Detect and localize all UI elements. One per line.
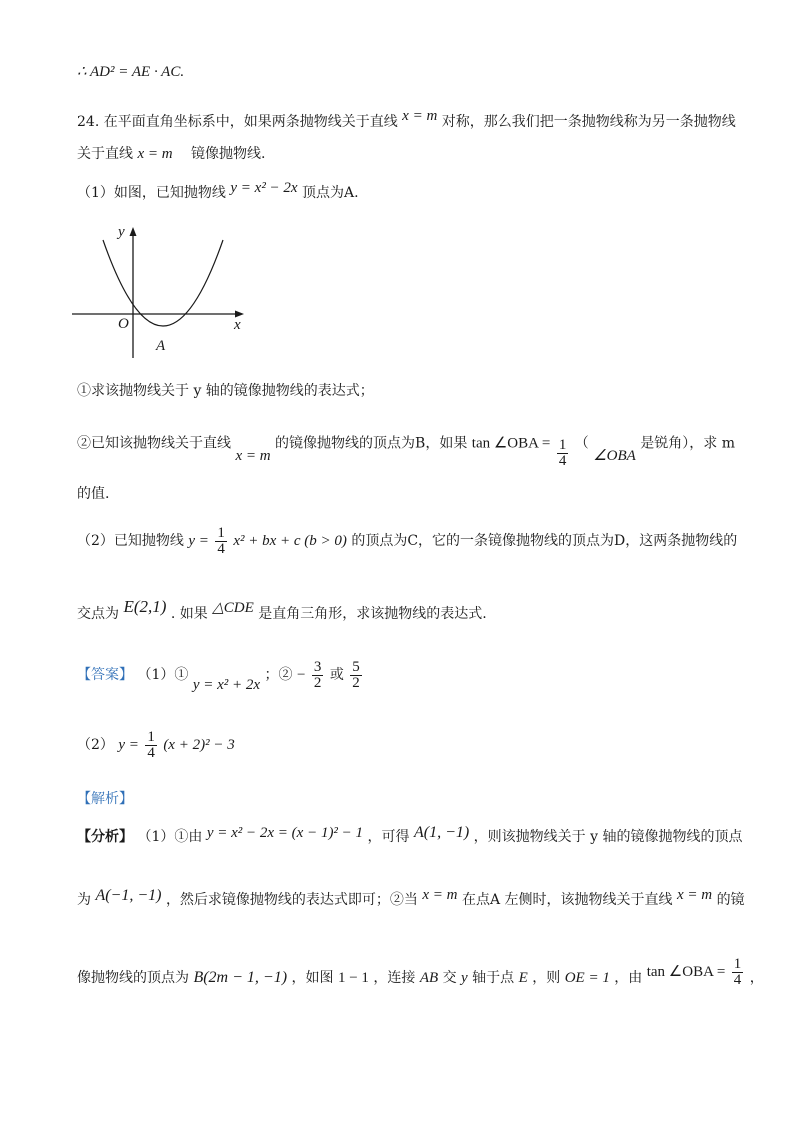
analysis-text: 在点A 左侧时，该抛物线关于直线 (461, 892, 673, 908)
origin-label: O (118, 316, 129, 332)
numerator: 5 (352, 658, 360, 675)
math-x-eq-m: x = m (137, 146, 173, 162)
math-x-eq-m: x = m (402, 108, 438, 124)
point-e: E(2,1) (123, 597, 167, 616)
analysis-text: 轴于点 (472, 970, 515, 986)
part2-text: 的顶点为C，它的一条镜像抛物线的顶点为D，这两条抛物线的 (351, 533, 738, 549)
answer-text: ；② (264, 667, 293, 683)
analysis-text: ，然后求镜像抛物线的表达式即可；②当 (165, 892, 418, 908)
part2-eq-lhs: y = (188, 533, 209, 549)
subq-2-text: ②已知该抛物线关于直线 (77, 435, 231, 452)
q24-text: 镜像抛物线. (191, 146, 266, 162)
conclusion-line (77, 62, 184, 82)
numerator: 3 (313, 658, 322, 675)
parabola-equation: y = x² − 2x (230, 180, 298, 196)
segment-ab: AB (419, 970, 439, 986)
answer-equation-2-rhs: (x + 2)² − 3 (163, 737, 235, 753)
fraction-five-halves (350, 660, 362, 691)
tan-expression: tan ∠OBA = (646, 964, 726, 980)
denominator: 4 (217, 540, 225, 557)
answer-label: 【答案】 (77, 667, 133, 683)
analysis-text: ，可得 (367, 829, 410, 845)
answer-line-1 (77, 657, 364, 693)
analysis-text: （1）①由 (137, 829, 203, 845)
tan-expression: tan ∠OBA = (471, 435, 551, 452)
numerator: 1 (733, 955, 742, 972)
minus-sign: − (296, 667, 306, 683)
denominator: 2 (313, 674, 322, 691)
analysis-line-2 (77, 887, 745, 910)
part1-text: 顶点为A. (302, 185, 359, 201)
q24-text: 关于直线 (77, 146, 133, 162)
analysis-text: ，则该抛物线关于 y 轴的镜像抛物线的顶点 (473, 829, 743, 845)
subq-2-text: 的镜像抛物线的顶点为B，如果 (275, 435, 468, 452)
part2-text: （2）已知抛物线 (77, 533, 184, 549)
q24-text: 24. 在平面直角坐标系中，如果两条抛物线关于直线 (77, 114, 398, 130)
y-axis-label: y (118, 224, 125, 240)
fraction-one-quarter (215, 526, 227, 557)
point-a: A(1, −1) (413, 824, 470, 841)
angle-oba: ∠OBA (593, 447, 636, 464)
denominator: 2 (352, 674, 360, 691)
subq-2-text: （ (574, 435, 589, 452)
y-axis-arrow (130, 227, 137, 236)
analysis-equation: y = x² − 2x = (x − 1)² − 1 (206, 825, 364, 841)
q24-line-2 (77, 144, 265, 164)
jiexi-label: 【解析】 (77, 791, 133, 807)
y-symbol: y (461, 970, 468, 986)
analysis-text: 像抛物线的顶点为 (77, 970, 189, 986)
figure-ref: 1 − 1 (337, 970, 369, 986)
part2-eq-rhs: x² + bx + c (b > 0) (233, 533, 347, 549)
parabola-curve (103, 240, 223, 326)
point-e-symbol: E (518, 970, 528, 986)
part2-text: . 如果 (170, 606, 208, 622)
answer-equation-2-lhs: y = (118, 737, 139, 753)
analysis-text: ，由 (614, 970, 643, 986)
q24-line-1 (77, 108, 736, 132)
part2-text: 是直角三角形，求该抛物线的表达式. (258, 606, 487, 622)
math-x-eq-m: x = m (422, 887, 458, 903)
vertex-label: A (156, 338, 166, 354)
numerator: 1 (217, 524, 225, 541)
q24-text: 对称，那么我们把一条抛物线称为另一条抛物线 (441, 114, 736, 130)
jiexi-line (77, 789, 133, 809)
subq-2-line-1 (77, 428, 736, 469)
denominator: 4 (147, 744, 155, 761)
part2-text: 交点为 (77, 606, 119, 622)
denominator: 4 (733, 971, 742, 988)
part2-line-2 (77, 597, 487, 624)
analysis-text: ，如图 (291, 970, 334, 986)
denominator: 4 (558, 453, 567, 469)
math-x-eq-m: x = m (676, 887, 713, 903)
analysis-line-3 (77, 955, 764, 996)
analysis-text: ，则 (532, 970, 561, 986)
part1-text: （1）如图，已知抛物线 (77, 185, 226, 201)
answer-text: 或 (329, 667, 344, 683)
math-x-eq-m: x = m (235, 447, 271, 464)
point-b: B(2m − 1, −1) (193, 969, 288, 986)
point-a-mirror: A(−1, −1) (95, 887, 162, 904)
fraction-one-quarter (145, 730, 157, 761)
analysis-text: 的镜 (716, 892, 745, 908)
triangle-cde: △CDE (212, 600, 254, 616)
analysis-text: 为 (77, 892, 91, 908)
answer-line-2 (77, 727, 235, 763)
analysis-text: ，连接 (373, 970, 416, 986)
answer-text: （1）① (137, 667, 189, 683)
x-axis-label: x (234, 317, 241, 333)
subq-2-text: 的值. (77, 486, 110, 502)
analysis-text: 交 (442, 970, 457, 986)
analysis-text: ， (749, 970, 764, 986)
fraction-three-halves (312, 660, 324, 691)
subq-2-text: 是锐角），求 m (640, 435, 736, 452)
oe-length: OE = 1 (564, 970, 610, 986)
answer-equation-1: y = x² + 2x (192, 677, 261, 693)
subq-1-text: ①求该抛物线关于 y 轴的镜像抛物线的表达式； (77, 383, 374, 399)
analysis-label: 【分析】 (77, 829, 133, 845)
subq-2-line-2 (77, 484, 109, 504)
answer-text: （2） (77, 737, 114, 753)
fraction-one-quarter (732, 957, 744, 988)
fraction-one-quarter (557, 438, 569, 469)
parabola-graph (68, 222, 258, 362)
part1-prompt (77, 180, 359, 203)
conclusion-equation: ∴ AD² = AE · AC. (77, 64, 185, 80)
part2-line-1 (77, 524, 737, 558)
analysis-line-1 (77, 824, 743, 847)
subq-1 (77, 381, 374, 401)
numerator: 1 (558, 437, 567, 453)
numerator: 1 (147, 728, 155, 745)
